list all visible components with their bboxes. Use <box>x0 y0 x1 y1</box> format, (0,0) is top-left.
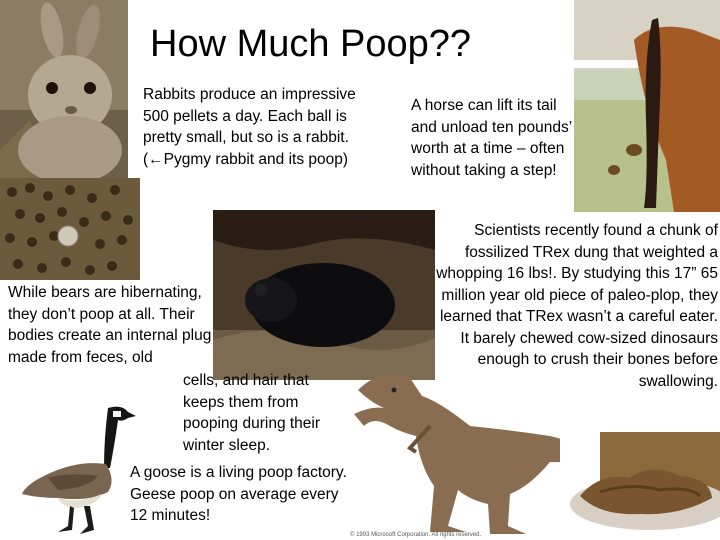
bear-text-top: While bears are hibernating, they don’t poop at all. Their bodies create an internal plug made from feces, old <box>8 284 212 366</box>
rabbit-photo <box>0 0 128 178</box>
goose-illustration <box>18 398 140 540</box>
rabbit-poop-photo <box>0 178 140 280</box>
bear-text-bottom: cells, and hair that keeps them from pooping during their winter sleep. <box>183 372 321 454</box>
horse-text: A horse can lift its tail and unload ten pounds’ worth at a time – often without taking a step! <box>411 97 572 179</box>
bear-photo <box>213 210 435 380</box>
trex-text: Scientists recently found a chunk of fossilized TRex dung that weighted a whopping 16 lbs!. By studying this 17” 65 million year old piece of paleo-plop, they learned that TRex wasn’t a careful eater. It barely chewed cow-sized dinosaurs enough to crush their bones before swallowing. <box>436 222 718 390</box>
horse-photo <box>574 0 720 212</box>
goose-text: A goose is a living poop factory. Geese poop on average every 12 minutes! <box>130 464 347 524</box>
trex-dung-photo <box>560 432 720 540</box>
rabbit-text: Rabbits produce an impressive 500 pellets a day. Each ball is pretty small, but so is a rabbit. (←Pygmy rabbit and its poop) <box>143 86 356 168</box>
image-credit: © 1993 Microsoft Corporation. All rights reserved. <box>350 532 482 538</box>
page-title: How Much Poop?? <box>150 23 472 65</box>
